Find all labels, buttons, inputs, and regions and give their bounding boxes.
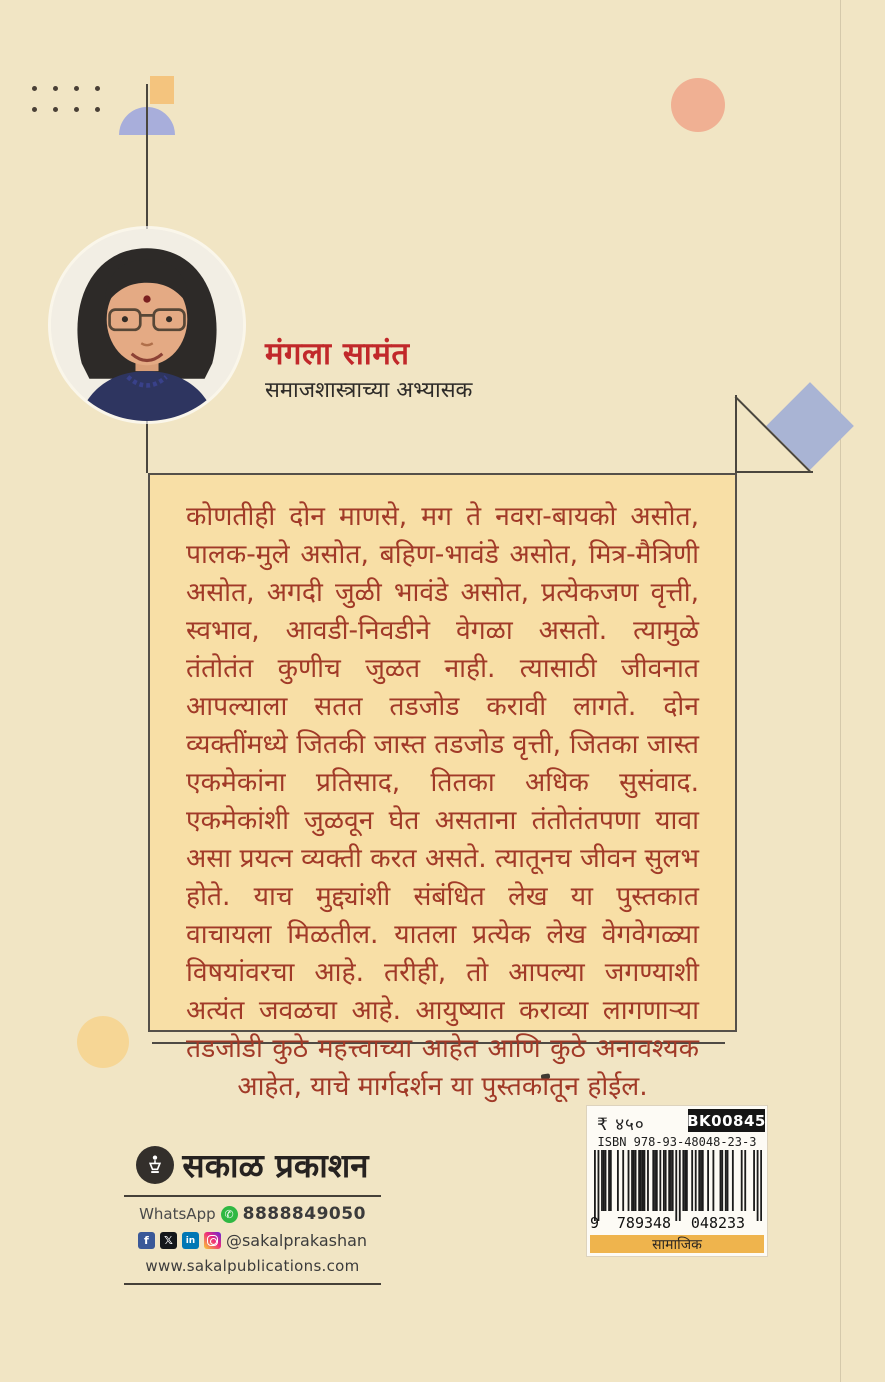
- x-icon: 𝕏: [160, 1232, 177, 1249]
- peach-circle-shape: [671, 78, 725, 132]
- lamp-icon: [142, 1152, 168, 1178]
- linkedin-icon: in: [182, 1232, 199, 1249]
- barcode-panel: [586, 1105, 768, 1257]
- author-name: मंगला सामंत: [265, 336, 410, 372]
- blurb-box: [148, 473, 737, 1102]
- page-crease: [840, 0, 841, 1382]
- ean-digit-left: 9: [590, 1214, 600, 1232]
- publisher-block: [110, 1142, 395, 1285]
- orange-square-shape: [150, 76, 174, 104]
- author-photo: [51, 229, 243, 421]
- ean-digits-mid: 789348: [616, 1214, 672, 1232]
- whatsapp-label: WhatsApp: [139, 1205, 216, 1223]
- publisher-name: सकाळ प्रकाशन: [182, 1146, 369, 1185]
- whatsapp-number: 8888849050: [242, 1204, 366, 1224]
- ean-digits-right: 048233: [690, 1214, 746, 1232]
- divider-top: [124, 1195, 381, 1197]
- isbn-text: ISBN 978-93-48048-23-3: [597, 1135, 757, 1149]
- triangle-outline-vertical: [735, 395, 737, 473]
- category-badge: सामाजिक: [590, 1235, 764, 1253]
- sku-badge: BK00845: [688, 1109, 765, 1132]
- publisher-logo: [136, 1146, 174, 1184]
- price: ₹ ४५०: [597, 1115, 645, 1135]
- divider-bottom: [124, 1283, 381, 1285]
- whatsapp-icon: ✆: [221, 1206, 238, 1223]
- instagram-icon: [204, 1232, 221, 1249]
- website-url: www.sakalpublications.com: [145, 1257, 360, 1275]
- barcode-bars: [594, 1150, 762, 1222]
- triangle-outline-horizontal: [737, 471, 813, 473]
- dots-pattern: [32, 86, 100, 112]
- blurb-text: कोणतीही दोन माणसे, मग ते नवरा-बायको असोत, पालक-मुले असोत, बहिण-भावंडे असोत, मित्र-मैत्रिणी असोत, अगदी जुळी भावंडे असोत, प्रत्येकजण वृत्ती, स्वभाव, आवडी-निवडीने वेगळा असतो. त्यामुळे तंतोतंत कुणीच जुळत नाही. त्यासाठी जीवनात आपल्याला सतत तडजोड करावी लागते. दोन व्यक्तींमध्ये जितकी जास्त तडजोड वृत्ती, जितका जास्त एकमेकांना प्रतिसाद, तितका अधिक सुसंवाद. एकमेकांशी जुळवून घेत असताना तंतोतंतपणा यावा असा प्रयत्न व्यक्ती करत असते. त्यातूनच जीवन सुलभ होते. याच मुद्द्यांशी संबंधित लेख या पुस्तकात वाचायला मिळतील. यातला प्रत्येक लेख वेगवेगळ्या विषयांवरचा आहे. तरीही, तो आपल्या जगण्याशी अत्यंत जवळचा आहे. आयुष्यात कराव्या लागणाऱ्या तडजोडी कुठे महत्त्वाच्या आहेत आणि कुठे अनावश्यक आहेत, याचे मार्गदर्शन या पुस्तकातून होईल.: [186, 501, 699, 1102]
- facebook-icon: f: [138, 1232, 155, 1249]
- author-subtitle: समाजशास्त्राच्या अभ्यासक: [265, 378, 473, 403]
- social-handle: @sakalprakashan: [225, 1231, 368, 1250]
- bottom-left-circle-shape: [77, 1016, 129, 1068]
- author-portrait-illustration: [51, 229, 243, 421]
